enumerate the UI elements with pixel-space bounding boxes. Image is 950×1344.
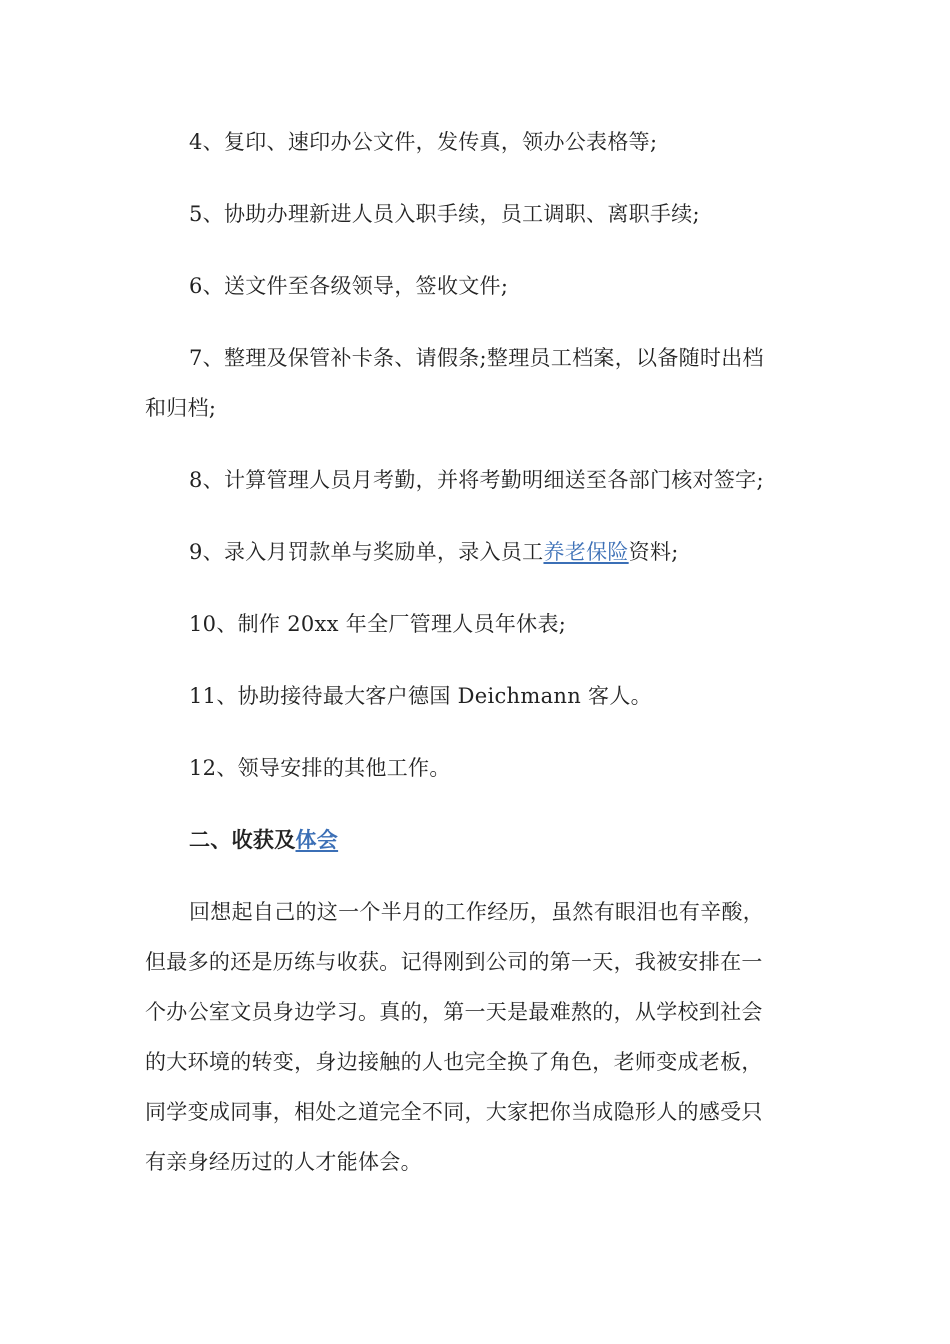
list-item-9-text-after: 资料;: [628, 540, 679, 564]
list-item-9-text-before: 9、录入月罚款单与奖励单，录入员工: [189, 540, 544, 564]
list-item-6: 6、送文件至各级领导，签收文件;: [189, 274, 509, 298]
experience-link[interactable]: 体会: [295, 827, 339, 852]
pension-insurance-link[interactable]: 养老保险: [543, 540, 629, 564]
list-item-11: 11、协助接待最大客户德国 Deichmann 客人。: [189, 684, 652, 708]
section-heading: [189, 825, 338, 855]
list-item-9: [189, 537, 679, 567]
paragraph-line-6: 有亲身经历过的人才能体会。: [145, 1150, 422, 1174]
list-item-10: 10、制作 20xx 年全厂管理人员年休表;: [189, 612, 567, 636]
paragraph-line-1: 回想起自己的这一个半月的工作经历，虽然有眼泪也有辛酸，: [189, 900, 765, 924]
list-item-12: 12、领导安排的其他工作。: [189, 756, 451, 780]
paragraph-line-4: 的大环境的转变，身边接触的人也完全换了角色，老师变成老板，: [145, 1050, 763, 1074]
paragraph-line-5: 同学变成同事，相处之道完全不同，大家把你当成隐形人的感受只: [145, 1100, 763, 1124]
paragraph-line-3: 个办公室文员身边学习。真的，第一天是最难熬的，从学校到社会: [145, 1000, 763, 1024]
paragraph-line-2: 但最多的还是历练与收获。记得刚到公司的第一天，我被安排在一: [145, 950, 763, 974]
list-item-4: 4、复印、速印办公文件，发传真，领办公表格等;: [189, 130, 658, 154]
list-item-7-line-2: 和归档;: [145, 396, 217, 420]
section-heading-text: 二、收获及: [189, 827, 296, 852]
list-item-7-line-1: 7、整理及保管补卡条、请假条;整理员工档案，以备随时出档: [189, 346, 764, 370]
list-item-8: 8、计算管理人员月考勤，并将考勤明细送至各部门核对签字;: [189, 468, 764, 492]
list-item-5: 5、协助办理新进人员入职手续，员工调职、离职手续;: [189, 202, 700, 226]
